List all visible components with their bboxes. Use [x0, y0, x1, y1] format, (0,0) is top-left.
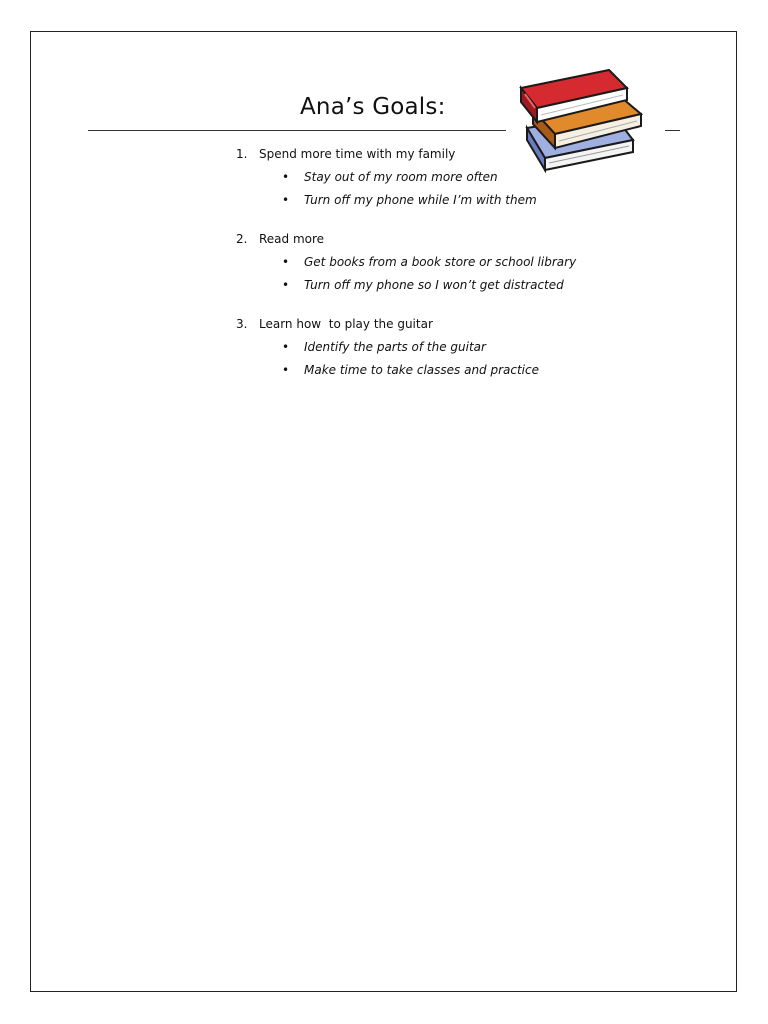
- goal-step: [236, 191, 656, 209]
- goal-step-text: Stay out of my room more often: [304, 170, 498, 184]
- goal-step-text: Get books from a book store or school library: [304, 255, 577, 269]
- goal-item: [236, 145, 656, 209]
- goal-step-text: Identify the parts of the guitar: [304, 340, 486, 354]
- goal-step: [236, 168, 656, 186]
- goal-steps: [236, 338, 656, 379]
- goal-steps: [236, 253, 656, 294]
- goal-number: 1.: [236, 147, 248, 161]
- goals-list: [236, 145, 656, 400]
- goal-heading: [236, 230, 656, 248]
- page-title: Ana’s Goals:: [300, 94, 446, 120]
- goal-item: [236, 315, 656, 379]
- bullet-icon: •: [282, 278, 290, 292]
- goal-number: 2.: [236, 232, 248, 246]
- goal-text: Read more: [259, 232, 325, 246]
- goal-text: Spend more time with my family: [259, 147, 456, 161]
- goal-step: [236, 361, 656, 379]
- goal-step-text: Make time to take classes and practice: [304, 363, 539, 377]
- title-underline: [88, 130, 506, 131]
- goal-number: 3.: [236, 317, 248, 331]
- goal-step-text: Turn off my phone so I won’t get distracted: [304, 278, 564, 292]
- bullet-icon: •: [282, 193, 290, 207]
- bullet-icon: •: [282, 340, 290, 354]
- goal-heading: [236, 145, 656, 163]
- bullet-icon: •: [282, 170, 290, 184]
- goal-steps: [236, 168, 656, 209]
- goal-step: [236, 276, 656, 294]
- goal-step-text: Turn off my phone while I’m with them: [304, 193, 537, 207]
- bullet-icon: •: [282, 363, 290, 377]
- goal-item: [236, 230, 656, 294]
- goal-step: [236, 338, 656, 356]
- bullet-icon: •: [282, 255, 290, 269]
- goal-text: Learn how to play the guitar: [259, 317, 433, 331]
- goal-step: [236, 253, 656, 271]
- title-underline-end: [665, 130, 680, 131]
- goal-heading: [236, 315, 656, 333]
